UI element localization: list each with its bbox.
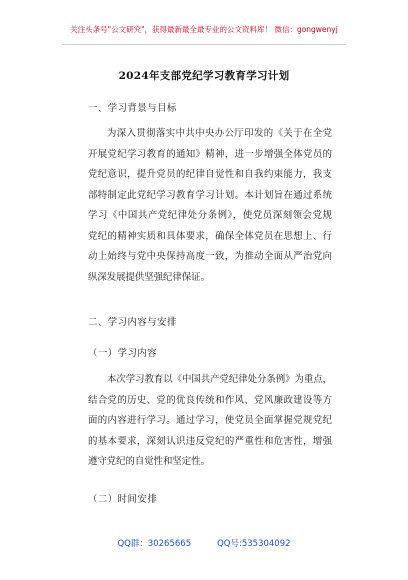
paragraph-line: 结合党的历史、党的优良传统和作风、党风廉政建设等方 (88, 394, 332, 406)
paragraph-line: 本次学习教育以《中国共产党纪律处分条例》为重点， (107, 374, 333, 385)
paragraph-line: 开展党纪学习教育的通知》精神，进一步增强全体党员的 (88, 148, 332, 160)
paragraph-line: 为深入贯彻落实中共中央办公厅印发的《关于在全党 (107, 128, 332, 139)
paragraph-line: 部特制定此党纪学习教育学习计划。本计划旨在通过系统 (88, 189, 332, 201)
header-divider (62, 44, 346, 45)
section1-paragraph (88, 124, 332, 288)
paragraph-line: 动上始终与党中央保持高度一致，为推动全面从严治党向 (88, 251, 332, 262)
paragraph-line: 的基本要求，深刻认识违反党纪的严重性和危害性，增强 (88, 435, 332, 447)
qq-number-text: QQ号:535304092 (217, 539, 291, 549)
header-banner: 关注头条号"公文研究"，获得最新最全最专业的公文资料库！ 微信：gongwenyj (70, 25, 338, 34)
paragraph-line: 党纪意识，提升党员的纪律自觉性和自我约束能力，我支 (88, 169, 332, 180)
footer-contact (0, 537, 408, 549)
section2-heading: 二、学习内容与安排 (88, 317, 177, 328)
section1-heading: 一、学习背景与目标 (88, 103, 177, 114)
section2-sub2-heading: （二）时间安排 (88, 494, 158, 505)
section2-sub1-heading: （一）学习内容 (88, 348, 158, 359)
document-title: 2024年支部党纪学习教育学习计划 (118, 70, 290, 82)
qq-group-text: QQ群：30265665 (117, 539, 192, 549)
paragraph-line: 纵深发展提供坚强纪律保证。 (88, 271, 210, 283)
paragraph-line: 遵守党纪的自觉性和坚定性。 (88, 456, 210, 467)
paragraph-line: 学习《中国共产党纪律处分条例》，使党员深刻领会党规 (88, 210, 332, 221)
paragraph-line: 面的内容进行学习。通过学习，使党员全面掌握党规党纪 (88, 415, 332, 426)
section2-sub1-paragraph (88, 370, 332, 473)
paragraph-line: 党纪的精神实质和具体要求，确保全体党员在思想上、行 (88, 230, 332, 242)
